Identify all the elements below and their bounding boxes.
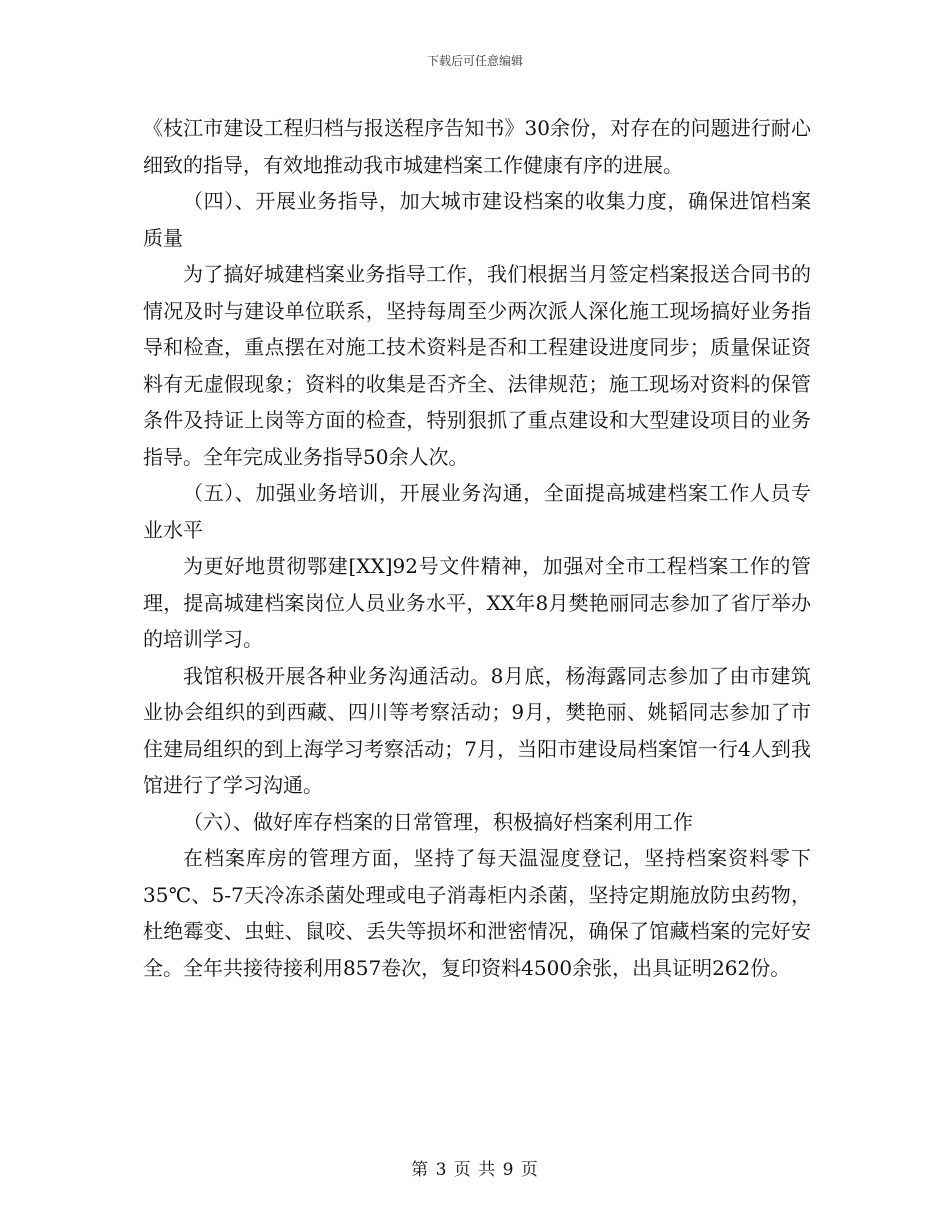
page-number: 第 3 页 共 9 页: [411, 1160, 539, 1180]
paragraph-continuation: 《枝江市建设工程归档与报送程序告知书》30余份，对存在的问题进行耐心细致的指导，有效地推动我市城建档案工作健康有序的进展。: [143, 116, 811, 177]
paragraph-training: 为更好地贯彻鄂建[XX]92号文件精神，加强对全市工程档案工作的管理，提高城建档案岗位人员业务水平，XX年8月樊艳丽同志参加了省厅举办的培训学习。: [143, 554, 811, 651]
paragraph-exchange-activities: 我馆积极开展各种业务沟通活动。8月底，杨海露同志参加了由市建筑业协会组织的到西藏、四川等考察活动；9月，樊艳丽、姚韬同志参加了市住建局组织的到上海学习考察活动；7月，当阳市建设局档案馆一行4人到我馆进行了学习沟通。: [143, 663, 811, 797]
document-body: [143, 110, 811, 986]
section-heading-4: （四）、开展业务指导，加大城市建设档案的收集力度，确保进馆档案质量: [143, 189, 811, 250]
paragraph-business-guidance: 为了搞好城建档案业务指导工作，我们根据当月签定档案报送合同书的情况及时与建设单位联系，坚持每周至少两次派人深化施工现场搞好业务指导和检查，重点摆在对施工技术资料是否和工程建设进度同步；质量保证资料有无虚假现象；资料的收集是否齐全、法律规范；施工现场对资料的保管条件及持证上岗等方面的检查，特别狠抓了重点建设和大型建设项目的业务指导。全年完成业务指导50余人次。: [143, 262, 811, 469]
page-header-note: 下载后可任意编辑: [426, 54, 523, 68]
section-heading-6: （六）、做好库存档案的日常管理，积极搞好档案利用工作: [183, 809, 693, 834]
section-heading-5: （五）、加强业务培训，开展业务沟通，全面提高城建档案工作人员专业水平: [143, 481, 811, 542]
paragraph-storage-management: 在档案库房的管理方面，坚持了每天温湿度登记，坚持档案资料零下35℃、5-7天冷冻杀菌处理或电子消毒柜内杀菌，坚持定期施放防虫药物，杜绝霉变、虫蛀、鼠咬、丢失等损坏和泄密情况，确保了馆藏档案的完好安全。全年共接待接利用857卷次，复印资料4500余张，出具证明262份。: [143, 846, 811, 980]
